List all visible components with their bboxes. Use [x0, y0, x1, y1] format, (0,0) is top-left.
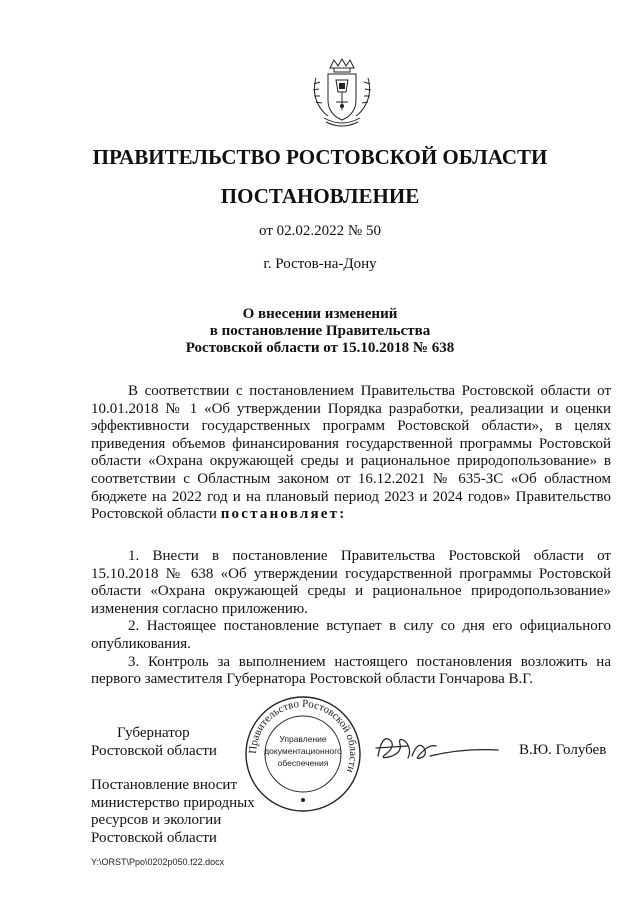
stamp-line: Управление	[279, 734, 327, 744]
submitter-note	[91, 777, 255, 847]
preamble-text: В соответствии с постановлением Правительства Ростовской области от 10.01.2018 № 1 «Об утверждении Порядка разработки, реализации и оценки эффективности государственных программ Ростовской области», в целях приведения объемов финансирования государственной программы Ростовской области «Охрана окружающей среды и рациональное природопользование» в соответствии с Областным законом от 16.12.2021 № 635-ЗС «Об областном бюджете на 2022 год и на плановый период 2023 и 2024 годов» Правительство Ростовской области	[91, 383, 611, 523]
city: г. Ростов-на-Дону	[263, 256, 377, 272]
resolution-item: 3. Контроль за выполнением настоящего постановления возложить на первого заместителя Губернатора Ростовской области Гончарова В.Г.	[91, 653, 611, 688]
resolution-items	[91, 548, 611, 689]
coat-of-arms-icon	[310, 58, 374, 130]
official-stamp	[243, 694, 363, 814]
stamp-ring-text: Правительство Ростовской области	[246, 697, 360, 775]
date-number: от 02.02.2022 № 50	[259, 223, 381, 239]
subject-line: в постановление Правительства	[209, 323, 431, 339]
document-subject	[0, 306, 640, 357]
stamp-line: обеспечения	[277, 758, 329, 768]
resolves-keyword: постановляет:	[220, 506, 347, 523]
submitter-note-line: министерство природных	[91, 794, 255, 811]
resolution-item: 2. Настоящее постановление вступает в силу со дня его официального опубликования.	[91, 618, 611, 652]
stamp-line: документационного	[264, 746, 342, 756]
preamble-paragraph	[91, 383, 611, 524]
submitter-note-line: ресурсов и экологии	[91, 812, 222, 829]
org-title: ПРАВИТЕЛЬСТВО РОСТОВСКОЙ ОБЛАСТИ	[92, 145, 548, 169]
subject-line: Ростовской области от 15.10.2018 № 638	[185, 340, 455, 356]
signatory-name: В.Ю. Голубев	[519, 742, 607, 758]
resolution-item: 1. Внести в постановление Правительства Ростовской области от 15.10.2018 № 638 «Об утверждении государственной программы Ростовской области «Охрана окружающей среды и рациональное природопользование» изменения согласно приложению.	[91, 548, 611, 617]
signatory-title-line: Ростовской области	[91, 743, 217, 759]
signatory-title	[91, 724, 217, 760]
document-type: ПОСТАНОВЛЕНИЕ	[220, 184, 420, 208]
handwritten-signature	[372, 726, 502, 770]
file-path: Y:\ORST\Ppo\0202p050.f22.docx	[91, 857, 225, 867]
submitter-note-line: Постановление вносит	[91, 777, 238, 793]
subject-line: О внесении изменений	[242, 306, 398, 322]
submitter-note-line: Ростовской области	[91, 829, 217, 846]
signatory-title-line: Губернатор	[117, 725, 190, 741]
